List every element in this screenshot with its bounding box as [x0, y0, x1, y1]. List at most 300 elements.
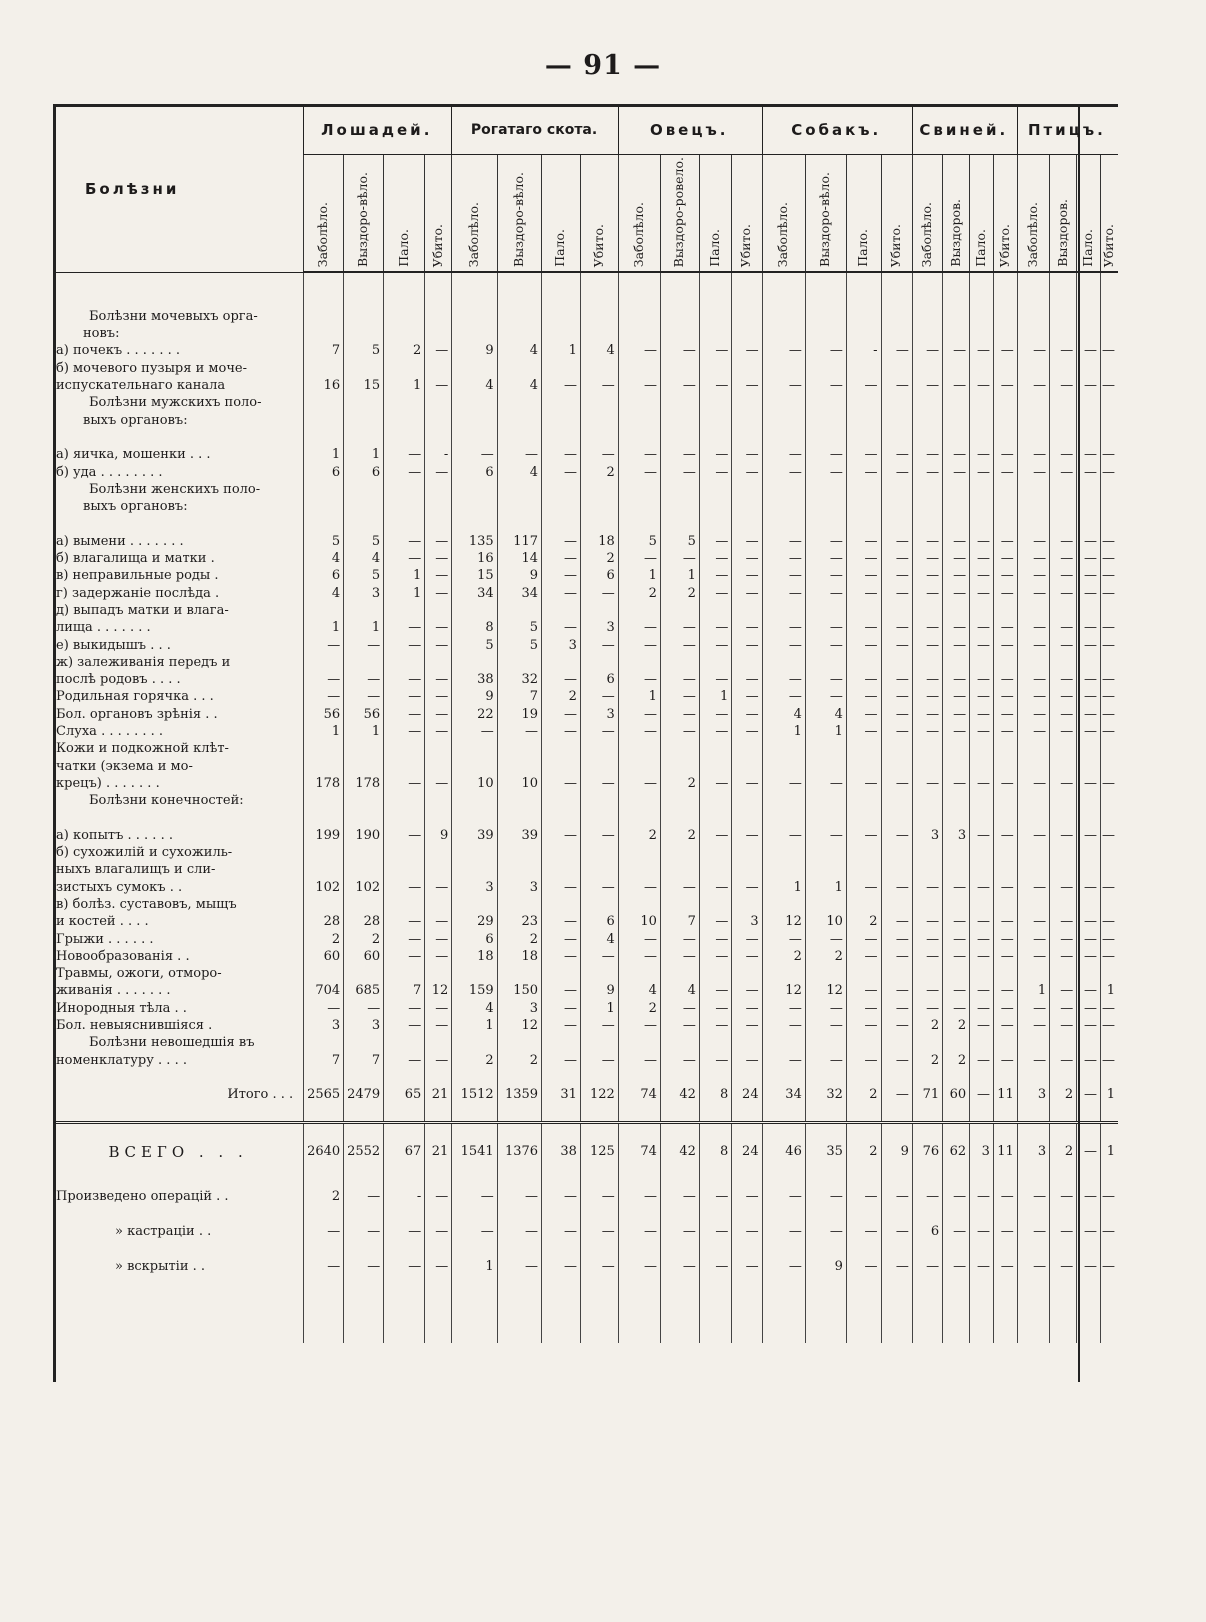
table-cell: —: [881, 999, 912, 1016]
table-cell: —: [805, 532, 846, 549]
table-cell: [846, 1034, 881, 1051]
table-row: [55, 602, 1118, 619]
table-cell: —: [943, 948, 970, 965]
table-cell: 1: [618, 567, 660, 584]
table-cell: —: [993, 1180, 1017, 1215]
table-cell: [1050, 498, 1077, 515]
table-cell: [497, 515, 541, 532]
table-cell: 6: [580, 671, 618, 688]
table-cell: 199: [304, 827, 344, 844]
table-cell: —: [1100, 567, 1118, 584]
table-cell: —: [912, 636, 942, 653]
table-cell: —: [542, 446, 581, 463]
table-cell: [993, 290, 1017, 307]
table-cell: 22: [452, 705, 497, 722]
table-cell: [452, 481, 497, 498]
table-cell: [1017, 809, 1049, 826]
table-cell: —: [699, 948, 731, 965]
table-cell: —: [1077, 377, 1101, 394]
table-cell: 2: [912, 1017, 942, 1034]
table-cell: [762, 308, 805, 325]
table-cell: [384, 411, 425, 428]
table-cell: —: [881, 913, 912, 930]
row-label: выхъ органовъ:: [83, 412, 188, 428]
table-cell: [452, 792, 497, 809]
table-cell: —: [618, 723, 660, 740]
table-cell: —: [699, 1250, 731, 1285]
table-cell: —: [881, 827, 912, 844]
table-cell: 2: [660, 584, 699, 601]
table-cell: [699, 325, 731, 342]
table-cell: —: [425, 550, 452, 567]
table-cell: —: [1017, 723, 1049, 740]
row-label: чатки (экзема и мо-: [56, 758, 193, 774]
outcome-header: [452, 155, 497, 273]
table-cell: —: [1050, 982, 1077, 999]
table-cell: —: [618, 948, 660, 965]
table-cell: —: [762, 1017, 805, 1034]
table-cell: [344, 498, 384, 515]
table-cell: [618, 809, 660, 826]
outcome-header: [542, 155, 581, 273]
table-cell: 2: [384, 342, 425, 359]
table-cell: 4: [452, 377, 497, 394]
table-cell: [881, 602, 912, 619]
table-cell: [1050, 809, 1077, 826]
table-cell: 9: [580, 982, 618, 999]
table-cell: 7: [497, 688, 541, 705]
row-label: Слуха . . . . . . . .: [56, 724, 164, 740]
table-cell: —: [762, 775, 805, 792]
table-cell: —: [970, 775, 994, 792]
table-cell: [580, 654, 618, 671]
table-cell: 7: [344, 1051, 384, 1068]
table-cell: -: [425, 446, 452, 463]
table-cell: [660, 1034, 699, 1051]
table-cell: 2552: [344, 1122, 384, 1180]
table-cell: [993, 861, 1017, 878]
diseases-column-header: Болѣзни: [55, 106, 304, 272]
table-row: [55, 1215, 1118, 1250]
table-cell: —: [993, 999, 1017, 1016]
table-cell: [452, 325, 497, 342]
table-cell: —: [660, 342, 699, 359]
table-cell: —: [1017, 671, 1049, 688]
table-cell: 6: [344, 463, 384, 480]
table-cell: [943, 325, 970, 342]
table-cell: [344, 290, 384, 307]
table-cell: [805, 272, 846, 290]
table-cell: [344, 1285, 384, 1343]
table-cell: —: [1017, 1017, 1049, 1034]
table-cell: [580, 602, 618, 619]
table-cell: 4: [762, 705, 805, 722]
table-cell: [846, 515, 881, 532]
table-cell: —: [881, 636, 912, 653]
table-cell: [452, 740, 497, 757]
table-cell: [762, 602, 805, 619]
table-cell: [943, 1034, 970, 1051]
table-cell: [1100, 325, 1118, 342]
table-cell: —: [993, 1017, 1017, 1034]
table-cell: [762, 359, 805, 376]
table-cell: [881, 740, 912, 757]
table-cell: [912, 272, 942, 290]
table-row: [55, 827, 1118, 844]
table-cell: —: [970, 930, 994, 947]
table-cell: —: [732, 827, 762, 844]
table-cell: —: [993, 775, 1017, 792]
animal-group-header: Рогатаго скота.: [452, 106, 619, 155]
table-cell: [993, 308, 1017, 325]
table-cell: —: [912, 982, 942, 999]
table-cell: —: [1100, 1215, 1118, 1250]
table-cell: 29: [452, 913, 497, 930]
table-cell: [846, 844, 881, 861]
table-cell: 2: [304, 930, 344, 947]
table-cell: —: [970, 342, 994, 359]
table-cell: [881, 411, 912, 428]
table-row: [55, 636, 1118, 653]
table-cell: [881, 844, 912, 861]
table-cell: 42: [660, 1122, 699, 1180]
table-cell: [344, 394, 384, 411]
table-cell: —: [699, 1215, 731, 1250]
table-cell: 1: [344, 619, 384, 636]
table-cell: —: [425, 723, 452, 740]
table-cell: [881, 896, 912, 913]
table-cell: 2: [1050, 1122, 1077, 1180]
table-cell: [846, 809, 881, 826]
table-cell: 60: [304, 948, 344, 965]
table-cell: —: [1017, 532, 1049, 549]
table-cell: [993, 1034, 1017, 1051]
table-cell: [762, 757, 805, 774]
table-cell: [304, 740, 344, 757]
table-cell: [304, 359, 344, 376]
table-cell: —: [304, 1215, 344, 1250]
table-cell: —: [846, 446, 881, 463]
table-cell: —: [732, 463, 762, 480]
table-cell: —: [1077, 619, 1101, 636]
table-cell: —: [881, 342, 912, 359]
table-cell: [912, 481, 942, 498]
table-cell: —: [660, 619, 699, 636]
table-cell: 2: [943, 1051, 970, 1068]
table-cell: [452, 965, 497, 982]
table-cell: —: [1017, 377, 1049, 394]
table-cell: [732, 481, 762, 498]
table-cell: [805, 740, 846, 757]
table-cell: [452, 359, 497, 376]
outcome-header-label: Выздоро-ровело.: [671, 156, 687, 267]
table-cell: —: [912, 1250, 942, 1285]
table-cell: [805, 757, 846, 774]
table-cell: [344, 325, 384, 342]
table-cell: —: [1077, 723, 1101, 740]
table-cell: [1100, 861, 1118, 878]
table-cell: —: [805, 1051, 846, 1068]
table-cell: —: [542, 377, 581, 394]
table-cell: [732, 809, 762, 826]
table-cell: [846, 792, 881, 809]
table-cell: —: [881, 550, 912, 567]
table-cell: —: [762, 463, 805, 480]
table-cell: [425, 290, 452, 307]
table-cell: [993, 481, 1017, 498]
table-cell: [542, 515, 581, 532]
row-label: Инородныя тѣла . .: [56, 1000, 187, 1016]
table-cell: —: [618, 342, 660, 359]
table-cell: —: [912, 688, 942, 705]
table-cell: —: [384, 913, 425, 930]
table-cell: —: [943, 723, 970, 740]
outcome-header-label: Заболѣло.: [466, 201, 481, 267]
table-cell: —: [542, 982, 581, 999]
table-cell: 4: [580, 930, 618, 947]
table-cell: [1077, 394, 1101, 411]
table-cell: —: [912, 1180, 942, 1215]
table-cell: [1017, 481, 1049, 498]
table-row: [55, 913, 1118, 930]
table-cell: [1050, 359, 1077, 376]
table-cell: 2: [580, 550, 618, 567]
table-cell: [384, 861, 425, 878]
row-label: Произведено операцій . .: [56, 1189, 229, 1205]
table-cell: [732, 290, 762, 307]
table-cell: 28: [344, 913, 384, 930]
table-cell: 60: [344, 948, 384, 965]
table-cell: [425, 308, 452, 325]
row-label: а) почекъ . . . . . . .: [56, 343, 180, 359]
table-row: [55, 861, 1118, 878]
table-cell: [542, 844, 581, 861]
table-cell: [993, 654, 1017, 671]
table-cell: —: [425, 1051, 452, 1068]
table-cell: [580, 498, 618, 515]
table-cell: —: [732, 377, 762, 394]
table-cell: —: [846, 584, 881, 601]
table-row: [55, 377, 1118, 394]
table-cell: 6: [452, 930, 497, 947]
table-cell: [881, 272, 912, 290]
table-cell: [344, 272, 384, 290]
table-cell: [1050, 602, 1077, 619]
table-cell: —: [762, 671, 805, 688]
table-cell: [1017, 844, 1049, 861]
table-cell: —: [993, 550, 1017, 567]
table-cell: [805, 411, 846, 428]
table-cell: [993, 844, 1017, 861]
table-cell: [344, 844, 384, 861]
table-cell: —: [805, 342, 846, 359]
table-cell: [805, 896, 846, 913]
table-cell: 11: [993, 1069, 1017, 1123]
table-cell: [542, 272, 581, 290]
table-cell: 2479: [344, 1069, 384, 1123]
table-cell: [452, 844, 497, 861]
table-cell: —: [805, 688, 846, 705]
table-cell: —: [699, 1017, 731, 1034]
table-cell: [425, 429, 452, 446]
table-cell: —: [881, 377, 912, 394]
table-cell: [580, 757, 618, 774]
table-cell: [304, 654, 344, 671]
table-cell: [993, 740, 1017, 757]
table-cell: —: [846, 671, 881, 688]
table-cell: —: [384, 619, 425, 636]
table-cell: —: [699, 913, 731, 930]
table-cell: [970, 896, 994, 913]
table-cell: —: [384, 1051, 425, 1068]
table-cell: [497, 1034, 541, 1051]
table-cell: [1100, 809, 1118, 826]
row-label: в) болѣз. суставовъ, мыщъ: [56, 896, 237, 912]
table-cell: [580, 515, 618, 532]
table-cell: [912, 359, 942, 376]
table-cell: 3: [304, 1017, 344, 1034]
table-cell: —: [805, 1017, 846, 1034]
table-cell: [542, 602, 581, 619]
table-cell: 1: [1100, 982, 1118, 999]
table-cell: —: [993, 567, 1017, 584]
table-cell: [497, 272, 541, 290]
table-cell: [1077, 1285, 1101, 1343]
table-row: [55, 481, 1118, 498]
table-cell: —: [732, 775, 762, 792]
table-cell: —: [425, 1250, 452, 1285]
table-cell: 1: [762, 723, 805, 740]
table-cell: [1077, 481, 1101, 498]
table-cell: [660, 498, 699, 515]
table-cell: [1100, 740, 1118, 757]
row-label: » вскрытіи . .: [115, 1259, 206, 1275]
table-cell: [970, 602, 994, 619]
table-cell: [970, 394, 994, 411]
table-cell: —: [542, 930, 581, 947]
table-cell: 6: [580, 567, 618, 584]
table-cell: [1017, 325, 1049, 342]
table-cell: 7: [660, 913, 699, 930]
table-cell: [1017, 792, 1049, 809]
table-cell: [881, 654, 912, 671]
table-cell: [762, 498, 805, 515]
table-cell: [425, 394, 452, 411]
table-cell: —: [1100, 999, 1118, 1016]
table-cell: —: [943, 671, 970, 688]
table-cell: 60: [943, 1069, 970, 1123]
table-cell: [912, 740, 942, 757]
table-cell: —: [993, 1250, 1017, 1285]
table-cell: —: [542, 1250, 581, 1285]
table-cell: 3: [497, 999, 541, 1016]
table-cell: [912, 290, 942, 307]
table-cell: —: [1100, 463, 1118, 480]
table-cell: [1077, 740, 1101, 757]
table-cell: —: [732, 930, 762, 947]
table-cell: —: [699, 1051, 731, 1068]
table-cell: —: [805, 567, 846, 584]
table-cell: 2: [542, 688, 581, 705]
table-cell: [1077, 515, 1101, 532]
table-cell: [660, 896, 699, 913]
table-cell: —: [993, 636, 1017, 653]
table-cell: [1100, 1285, 1118, 1343]
table-cell: 685: [344, 982, 384, 999]
table-cell: [732, 602, 762, 619]
table-cell: [580, 481, 618, 498]
table-cell: [762, 515, 805, 532]
table-row: [55, 463, 1118, 480]
outcome-header: [732, 155, 762, 273]
table-cell: —: [1100, 913, 1118, 930]
table-cell: —: [660, 636, 699, 653]
table-cell: 2565: [304, 1069, 344, 1123]
table-cell: —: [660, 999, 699, 1016]
table-cell: [805, 792, 846, 809]
table-cell: 4: [497, 463, 541, 480]
table-cell: 3: [580, 619, 618, 636]
table-cell: —: [660, 1017, 699, 1034]
table-cell: —: [699, 1180, 731, 1215]
table-cell: —: [1077, 827, 1101, 844]
table-cell: 2640: [304, 1122, 344, 1180]
table-cell: —: [1100, 584, 1118, 601]
table-cell: 3: [452, 878, 497, 895]
table-cell: [1077, 1034, 1101, 1051]
outcome-header-label: Пало.: [395, 229, 411, 267]
table-cell: —: [497, 1180, 541, 1215]
table-cell: [425, 515, 452, 532]
table-cell: —: [384, 878, 425, 895]
table-cell: [732, 1034, 762, 1051]
table-cell: [384, 602, 425, 619]
table-cell: [1050, 896, 1077, 913]
table-cell: —: [542, 705, 581, 722]
table-cell: —: [762, 584, 805, 601]
outcome-header-label: Убито.: [1100, 223, 1116, 267]
table-cell: 67: [384, 1122, 425, 1180]
table-cell: [943, 757, 970, 774]
table-cell: —: [1077, 584, 1101, 601]
table-cell: 39: [497, 827, 541, 844]
table-cell: 5: [344, 567, 384, 584]
table-cell: [384, 481, 425, 498]
table-cell: —: [384, 1250, 425, 1285]
table-cell: [1077, 325, 1101, 342]
table-cell: [384, 757, 425, 774]
table-cell: —: [732, 705, 762, 722]
table-cell: [970, 861, 994, 878]
table-row: [55, 723, 1118, 740]
table-cell: 18: [580, 532, 618, 549]
table-cell: [344, 757, 384, 774]
table-cell: —: [993, 463, 1017, 480]
table-cell: —: [943, 913, 970, 930]
table-cell: 9: [425, 827, 452, 844]
table-cell: [542, 965, 581, 982]
table-cell: —: [660, 930, 699, 947]
table-cell: 23: [497, 913, 541, 930]
table-cell: 1: [805, 878, 846, 895]
table-cell: [912, 498, 942, 515]
table-cell: [497, 429, 541, 446]
table-cell: [497, 481, 541, 498]
table-row: [55, 1034, 1118, 1051]
table-cell: —: [580, 723, 618, 740]
table-cell: —: [1050, 688, 1077, 705]
table-cell: [384, 1285, 425, 1343]
